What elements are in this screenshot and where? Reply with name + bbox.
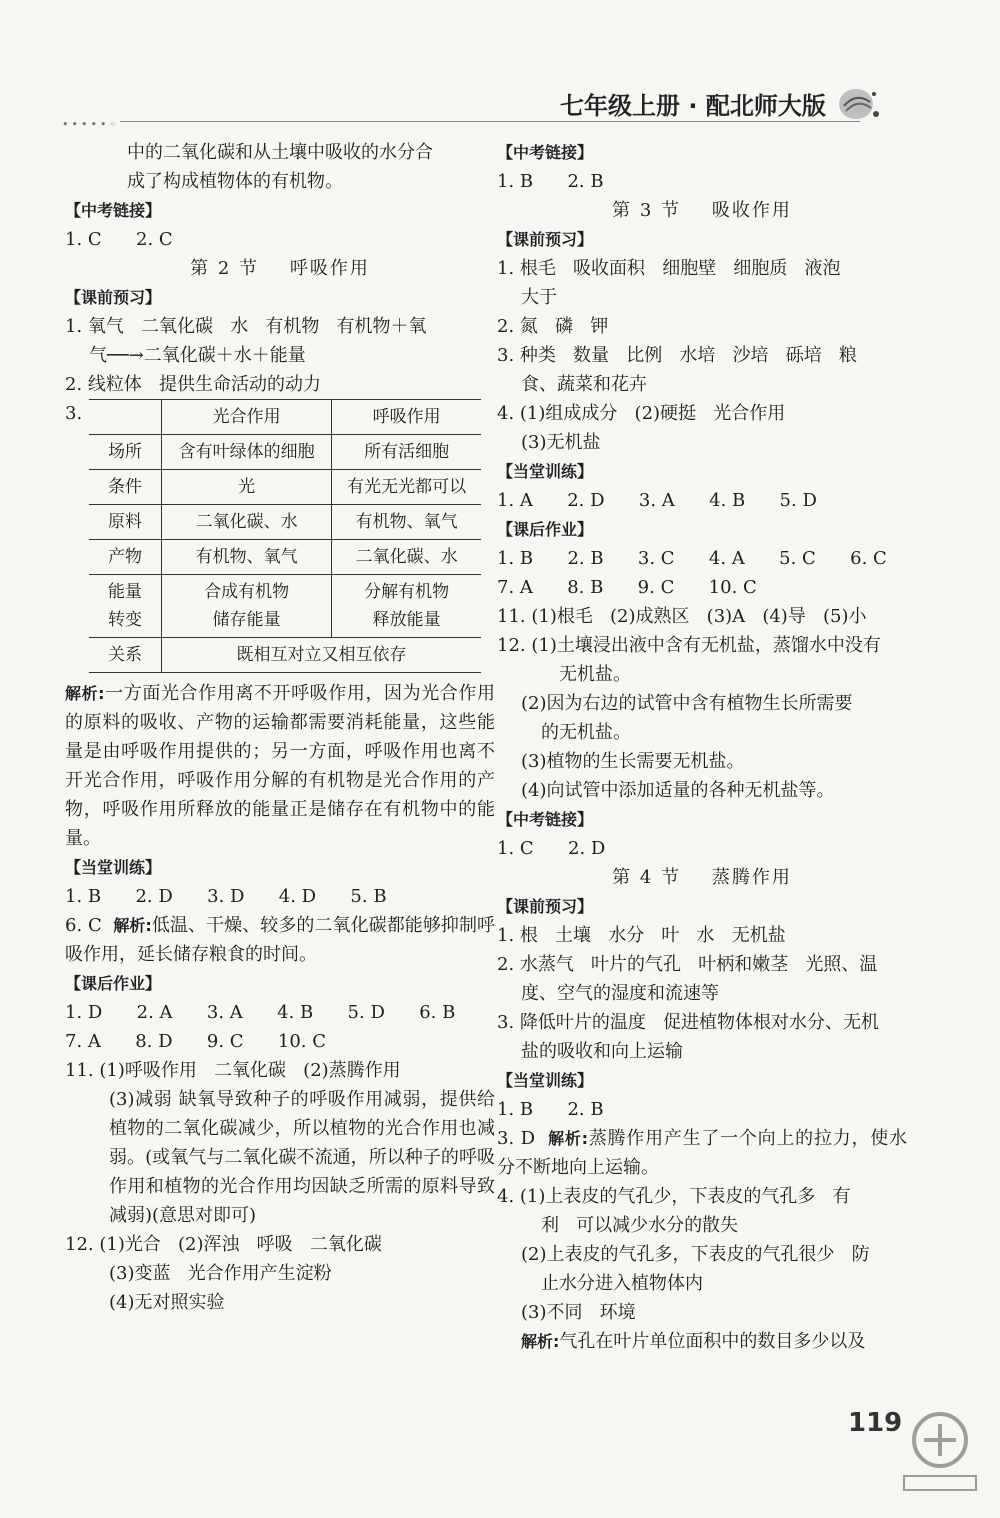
- answer-line: 2. 线粒体 提供生命活动的动力: [65, 374, 322, 395]
- analysis-label: 解析:: [113, 916, 152, 935]
- section-tag: 【当堂训练】: [497, 462, 594, 481]
- header-dots: •••••◦: [62, 118, 119, 131]
- table-cell: 有光无光都可以: [332, 470, 481, 505]
- answer-paragraph: [65, 911, 495, 969]
- table-row: [89, 638, 481, 673]
- section-tag: 【课后作业】: [497, 520, 594, 539]
- table-cell: 条件: [89, 470, 162, 505]
- table-cell: 有机物、氧气: [332, 505, 481, 540]
- section-tag: 【课前预习】: [497, 230, 594, 249]
- answer-line: 的无机盐。: [541, 722, 631, 743]
- answer-line: 1. 根毛 吸收面积 细胞壁 细胞质 液泡: [497, 258, 841, 279]
- answer-paragraph: (3)减弱 缺氧导致种子的呼吸作用减弱，提供给植物的二氧化碳减少，所以植物的光合作用也减弱。(或氧气与二氧化碳不流通，所以种子的呼吸作用和植物的光合作用均因缺乏所需的原料导致减弱)(意思对即可): [109, 1089, 495, 1226]
- intro-line: 成了构成植物体的有机物。: [127, 171, 343, 192]
- answer-line: 1. C 2. D: [497, 838, 606, 859]
- comparison-table: [89, 399, 481, 673]
- answer-line: 1. B 2. D 3. D 4. D 5. B: [65, 886, 387, 907]
- answer-line: 大于: [521, 287, 557, 308]
- analysis-text: 蒸腾作用产生了一个向上的拉力，使水分不断地向上运输。: [497, 1128, 908, 1178]
- section-tag: 【课前预习】: [65, 288, 162, 307]
- table-cell: 产物: [89, 540, 162, 575]
- table-cell: 既相互对立又相互依存: [162, 638, 482, 673]
- section-tag: 【当堂训练】: [497, 1071, 594, 1090]
- answer-line: 11. (1)呼吸作用 二氧化碳 (2)蒸腾作用: [65, 1060, 401, 1081]
- answer-line: 4. (1)上表皮的气孔少，下表皮的气孔多 有: [497, 1186, 851, 1207]
- section-title: 第 3 节 吸收作用: [612, 200, 792, 221]
- header-title: 七年级上册 · 配北师大版: [560, 92, 826, 120]
- intro-line: 中的二氧化碳和从土壤中吸收的水分合: [127, 142, 433, 163]
- answer-line: 3. 种类 数量 比例 水培 沙培 砾培 粮: [497, 345, 857, 366]
- right-column: [497, 138, 907, 1356]
- answer-line: (2)因为右边的试管中含有植物生长所需要: [521, 693, 853, 714]
- answer-paragraph: [497, 1124, 907, 1182]
- answer-line: 4. (1)组成成分 (2)硬挺 光合作用: [497, 403, 786, 424]
- answer-line: 7. A 8. D 9. C 10. C: [65, 1031, 326, 1052]
- table-row: [89, 470, 481, 505]
- answer-line: 1. B 2. B 3. C 4. A 5. C 6. C: [497, 548, 887, 569]
- answer-line: 2. 氮 磷 钾: [497, 316, 609, 337]
- table-row: [89, 435, 481, 470]
- watermark-stamp-icon: [890, 1400, 990, 1500]
- table-cell: 二氧化碳、水: [162, 505, 332, 540]
- answer-line: 1. D 2. A 3. A 4. B 5. D 6. B: [65, 1002, 456, 1023]
- table-cell: 含有叶绿体的细胞: [162, 435, 332, 470]
- table-row: [89, 505, 481, 540]
- analysis-label: 解析:: [521, 1332, 560, 1351]
- table-cell: 二氧化碳、水: [332, 540, 481, 575]
- answer-line: 1. B 2. B: [497, 171, 604, 192]
- book-logo-icon: [836, 84, 880, 122]
- table-cell: 关系: [89, 638, 162, 673]
- answer-number: 3. D: [497, 1128, 536, 1149]
- section-tag: 【中考链接】: [497, 143, 594, 162]
- analysis-text: 气孔在叶片单位面积中的数目多少以及: [559, 1331, 866, 1352]
- answer-line: 无机盐。: [559, 664, 631, 685]
- left-column: 中的二氧化碳和从土壤中吸收的水分合 成了构成植物体的有机物。 【中考链接】 1. C 2. C 第 2 节 呼吸作用 【课前预习】 1. 氧气 二氧化碳 水 有机物 有机物＋氧 气──→二氧化碳＋水＋能量 2. 线粒体 提供生命活动的动力 3. 光合作用 呼吸作用 场所 含有叶绿体的细胞 所有活细胞 条件 光 有光无光都可以 原料 二氧化碳、水 有机物、氧气 产物 有机物、氧气 二氧化碳、水 能量 转变 合成有机物 储存能量 分解有机物 释放能量 关系 既相互对立又相互依存 解析:一方面光合作用离不开呼吸作用，因为光合作用的原料的吸收、产物的运输都需要消耗能量，这些能量是由呼吸作用提供的；另一方面，呼吸作用也离不开光合作用，呼吸作用分解的有机物是光合作用的产物，呼吸作用所释放的能量正是储存在有机物中的能量。 【当堂训练】 1. B 2. D 3. D 4. D 5. B 6. C 解析:低温、干燥、较多的二氧化碳都能够抑制呼吸作用，延长储存粮食的时间。 【课后作业】 1. D 2. A 3. A 4. B 5. D 6. B 7. A 8. D 9. C 10. C 11. (1)呼吸作用 二氧化碳 (2)蒸腾作用 (3)减弱 缺氧导致种子的呼吸作用减弱，提供给植物的二氧化碳减少，所以植物的光合作用也减弱。(或氧气与二氧化碳不流通，所以种子的呼吸作用和植物的光合作用均因缺乏所需的原料导致减弱)(意思对即可) 12. (1)光合 (2)浑浊 呼吸 二氧化碳 (3)变蓝 光合作用产生淀粉 (4)无对照实验: [65, 138, 495, 1317]
- table-header-cell: 呼吸作用: [332, 400, 481, 435]
- table-cell: 光: [162, 470, 332, 505]
- analysis-text: 低温、干燥、较多的二氧化碳都能够抑制呼吸作用，延长储存粮食的时间。: [65, 915, 496, 965]
- table-cell: 原料: [89, 505, 162, 540]
- analysis-text: 一方面光合作用离不开呼吸作用，因为光合作用的原料的吸收、产物的运输都需要消耗能量，这些能量是由呼吸作用提供的；另一方面，呼吸作用也离不开光合作用，呼吸作用分解的有机物是光合作用的产物，呼吸作用所释放的能量正是储存在有机物中的能量。: [65, 683, 496, 849]
- answer-line: 12. (1)光合 (2)浑浊 呼吸 二氧化碳: [65, 1234, 382, 1255]
- answer-line: 盐的吸收和向上运输: [521, 1041, 683, 1062]
- table-cell: 有机物、氧气: [162, 540, 332, 575]
- answer-line: 1. B 2. B: [497, 1099, 604, 1120]
- table-header-cell: [89, 400, 162, 435]
- answer-line: 3. 降低叶片的温度 促进植物体根对水分、无机: [497, 1012, 880, 1033]
- answer-line: 11. (1)根毛 (2)成熟区 (3)A (4)导 (5)小: [497, 606, 867, 627]
- table-row: [89, 540, 481, 575]
- section-tag: 【课后作业】: [65, 974, 162, 993]
- answer-line: (3)无机盐: [521, 432, 601, 453]
- analysis-paragraph: [65, 679, 495, 853]
- section-title: 第 4 节 蒸腾作用: [612, 867, 792, 888]
- answer-line: (4)无对照实验: [109, 1292, 225, 1313]
- answer-line: 气──→二氧化碳＋水＋能量: [89, 345, 306, 366]
- table-cell: 能量 转变: [89, 575, 162, 638]
- answer-line: 1. 氧气 二氧化碳 水 有机物 有机物＋氧: [65, 316, 427, 337]
- answer-line: 1. C 2. C: [65, 229, 173, 250]
- answer-line: 止水分进入植物体内: [541, 1273, 703, 1294]
- answer-line: 7. A 8. B 9. C 10. C: [497, 577, 757, 598]
- answer-line: 食、蔬菜和花卉: [521, 374, 647, 395]
- analysis-label: 解析:: [548, 1129, 589, 1148]
- answer-line: 度、空气的湿度和流速等: [521, 983, 719, 1004]
- section-tag: 【中考链接】: [65, 201, 162, 220]
- section-title: 第 2 节 呼吸作用: [190, 258, 370, 279]
- answer-line: (3)植物的生长需要无机盐。: [521, 751, 745, 772]
- page-number: 119: [848, 1408, 903, 1438]
- table-cell: 分解有机物 释放能量: [332, 575, 481, 638]
- answer-number: 6. C: [65, 915, 102, 936]
- table-cell: 场所: [89, 435, 162, 470]
- table-row: [89, 575, 481, 638]
- answer-line: 1. 根 土壤 水分 叶 水 无机盐: [497, 925, 786, 946]
- table-cell: 所有活细胞: [332, 435, 481, 470]
- table-cell: 合成有机物 储存能量: [162, 575, 332, 638]
- answer-line: (4)向试管中添加适量的各种无机盐等。: [521, 780, 835, 801]
- section-tag: 【中考链接】: [497, 810, 594, 829]
- table-header-row: [89, 400, 481, 435]
- answer-paragraph: [497, 1327, 907, 1356]
- answer-line: 2. 水蒸气 叶片的气孔 叶柄和嫩茎 光照、温: [497, 954, 878, 975]
- answer-line: 1. A 2. D 3. A 4. B 5. D: [497, 490, 817, 511]
- answer-line: (3)不同 环境: [521, 1302, 636, 1323]
- table-header-cell: 光合作用: [162, 400, 332, 435]
- section-tag: 【当堂训练】: [65, 858, 162, 877]
- header-rule: [120, 121, 860, 122]
- answer-line: 利 可以减少水分的散失: [541, 1215, 739, 1236]
- answer-line: 12. (1)土壤浸出液中含有无机盐，蒸馏水中没有: [497, 635, 881, 656]
- analysis-label: 解析:: [65, 684, 105, 703]
- section-tag: 【课前预习】: [497, 897, 594, 916]
- answer-line: (3)变蓝 光合作用产生淀粉: [109, 1263, 332, 1284]
- answer-line: (2)上表皮的气孔多，下表皮的气孔很少 防: [521, 1244, 870, 1265]
